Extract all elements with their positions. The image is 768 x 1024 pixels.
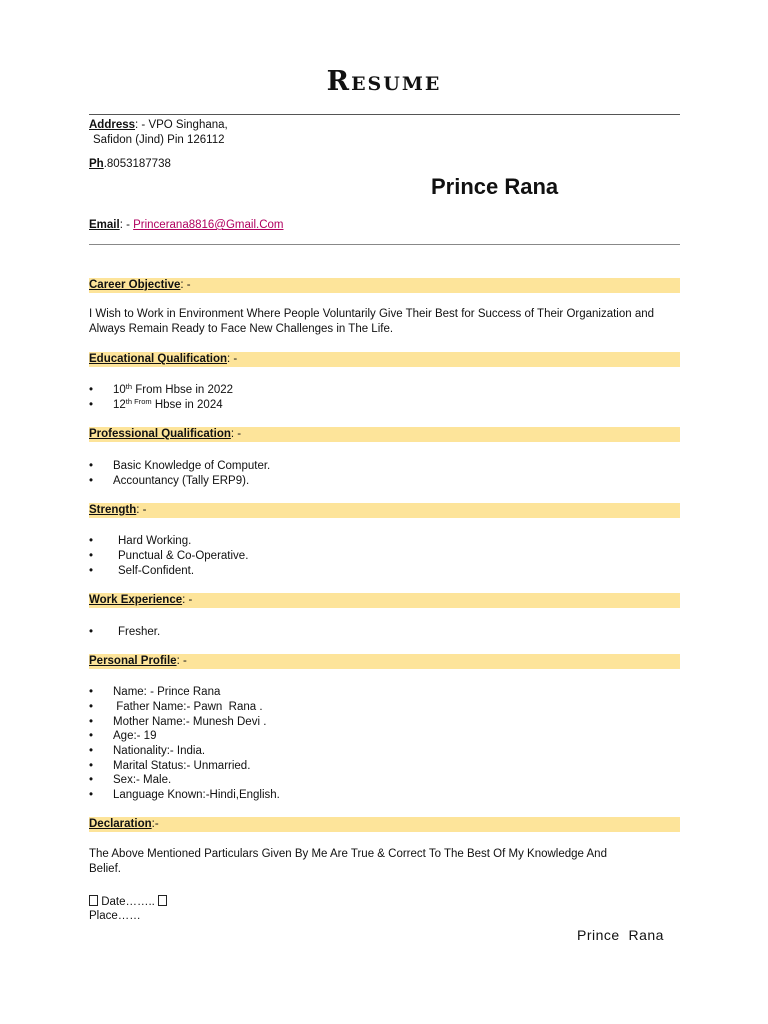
career-objective-text: I Wish to Work in Environment Where People Voluntarily Give Their Best for Success of Their Organization and Always Remain Ready to Face New Challenges in The Life. [89, 308, 655, 335]
bullet-icon: • [89, 384, 94, 396]
personal-profile-heading [89, 654, 680, 669]
candidate-name: Prince Rana [431, 174, 559, 199]
strength-suffix: : - [136, 504, 147, 516]
email-line [89, 218, 284, 232]
bullet-icon: • [89, 399, 94, 411]
bullet-icon: • [89, 626, 94, 638]
strength-item-2: Punctual & Co-Operative. [118, 550, 249, 562]
education-label: Educational Qualification [89, 353, 228, 365]
bullet-icon: • [89, 550, 94, 562]
strength-item-3: Self-Confident. [118, 565, 195, 577]
professional-suffix: : - [230, 428, 242, 440]
bullet-icon: • [89, 774, 94, 786]
checkbox-icon [89, 895, 98, 906]
professional-label: Professional Qualification [89, 428, 231, 440]
bullet-icon: • [89, 686, 94, 698]
declaration-heading [89, 817, 680, 832]
signature-name: Prince Rana [577, 927, 664, 943]
personal-marital-status: Marital Status:- Unmarried. [113, 760, 251, 772]
address-value: : - VPO Singhana, [135, 119, 228, 131]
place-label: Place…… [89, 910, 141, 922]
top-divider [89, 114, 680, 115]
bullet-icon: • [89, 475, 94, 487]
education-item-2: $12^{th From}$ Hbse in 2024 [113, 397, 223, 411]
personal-profile-label: Personal Profile [89, 655, 177, 667]
strength-item-1: Hard Working. [118, 535, 192, 547]
experience-item-1: Fresher. [118, 626, 161, 638]
email-label: Email [89, 219, 120, 231]
email-separator: : - [119, 219, 134, 231]
professional-item-1: Basic Knowledge of Computer. [113, 460, 271, 472]
address-line-2: Safidon (Jind) Pin 126112 [93, 134, 225, 146]
contact-divider [89, 244, 680, 245]
bullet-icon: • [89, 716, 94, 728]
personal-profile-suffix: : - [176, 655, 187, 667]
phone-label: Ph [89, 158, 104, 170]
personal-sex: Sex:- Male. [113, 774, 172, 786]
education-heading [89, 352, 680, 367]
personal-name: Name: - Prince Rana [113, 686, 221, 698]
work-experience-label: Work Experience [89, 594, 183, 606]
career-objective-label: Career Objective [89, 279, 181, 291]
personal-languages: Language Known:-Hindi,English. [113, 789, 280, 801]
bullet-icon: • [89, 701, 94, 713]
work-experience-suffix: : - [182, 594, 193, 606]
education-suffix: : - [227, 353, 238, 365]
phone-value: .8053187738 [103, 158, 171, 170]
declaration-text: The Above Mentioned Particulars Given By Me Are True & Correct To The Best Of My Knowledge And Belief. [89, 848, 607, 875]
page-title: Resume [326, 66, 442, 97]
bullet-icon: • [89, 730, 94, 742]
professional-heading [89, 427, 680, 442]
checkbox-icon [158, 895, 167, 906]
strength-label: Strength [89, 504, 137, 516]
declaration-suffix: :- [151, 818, 159, 830]
professional-item-2: Accountancy (Tally ERP9). [113, 475, 250, 487]
bullet-icon: • [89, 460, 94, 472]
email-link[interactable]: Princerana8816@Gmail.Com [133, 219, 284, 231]
bullet-icon: • [89, 535, 94, 547]
bullet-icon: • [89, 565, 94, 577]
personal-nationality: Nationality:- India. [113, 745, 206, 757]
personal-father-name: Father Name:- Pawn Rana . [113, 701, 263, 713]
work-experience-heading [89, 593, 680, 608]
date-line [89, 895, 167, 909]
bullet-icon: • [89, 789, 94, 801]
address-line-1 [89, 118, 228, 132]
career-objective-heading [89, 278, 680, 293]
declaration-label: Declaration [89, 818, 152, 830]
bullet-icon: • [89, 745, 94, 757]
personal-mother-name: Mother Name:- Munesh Devi . [113, 716, 267, 728]
personal-age: Age:- 19 [113, 730, 157, 742]
phone-line [89, 157, 171, 171]
career-objective-suffix: : - [180, 279, 191, 291]
bullet-icon: • [89, 760, 94, 772]
date-label: Date…….. [98, 896, 159, 908]
strength-heading [89, 503, 680, 518]
address-label: Address [89, 119, 136, 131]
education-item-1: 10th From Hbse in 2022 [113, 382, 234, 396]
